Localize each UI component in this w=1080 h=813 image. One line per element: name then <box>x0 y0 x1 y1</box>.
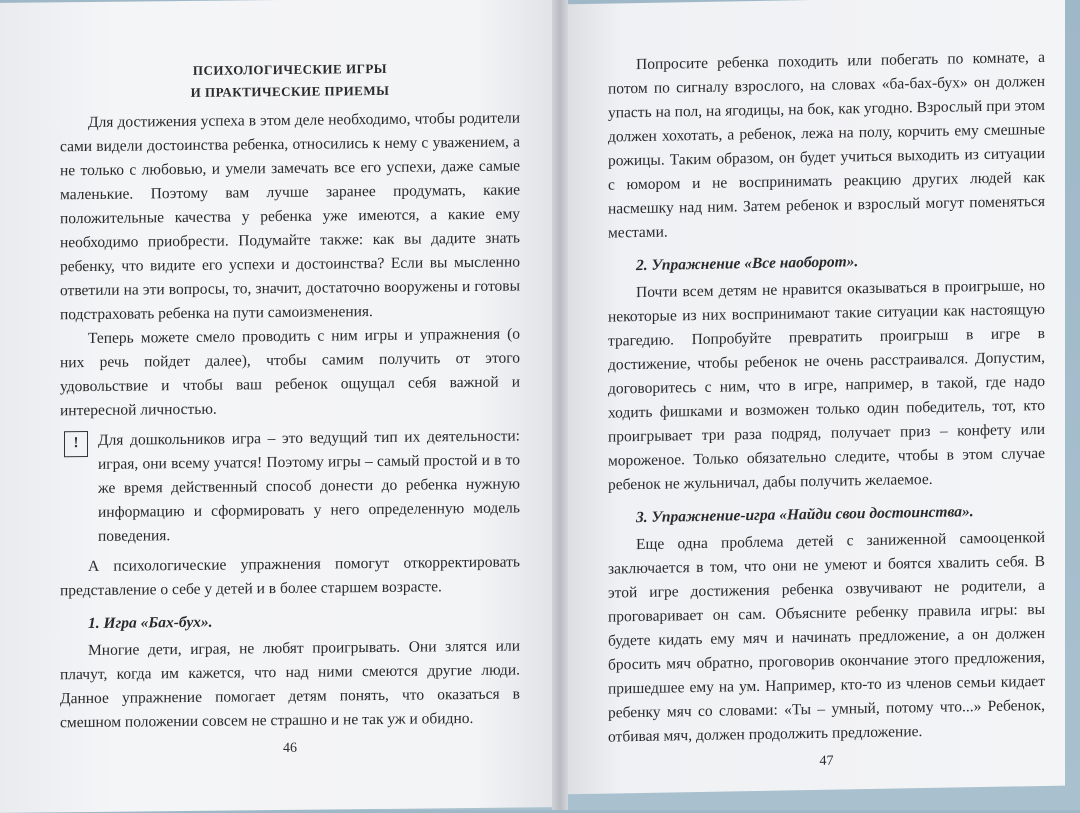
right-paragraph-1: Попросите ребенка походить или побегать по комнате, а потом по сигналу взрослого, на словах «ба-бах-бух» он должен упасть на пол, на ягодицы, на бок, как угодно. Взрослый при этом должен хохотать, а ребенок, лежа на полу, корчить ему смешные рожицы. Таким образом, он будет учиться выходить из ситуации с юмором и не воспринимать реакцию других людей как насмешку над ним. Затем ребенок и взрослый могут поменяться местами. <box>608 48 1045 242</box>
page-number-right: 47 <box>819 753 834 769</box>
chapter-header-line1: ПСИХОЛОГИЧЕСКИЕ ИГРЫ <box>192 60 388 78</box>
left-paragraph-1: Для достижения успеха в этом деле необходимо, чтобы родители сами видели достоинства ребенка, относились к нему с уважением, а не только с любовью, и умели замечать все его успехи, даже самые маленькие. Поэтому вам лучше заранее продумать, какие положительные качества у ребенка уже имеются, а какие ему необходимо приобрести. Подумайте также: как вы дадите знать ребенку, что видите его успехи и достоинства? Если вы мысленно ответили на эти вопросы, то, значит, достаточно вооружены и готовы подстраховать ребенка на пути самоизменения. <box>60 109 520 324</box>
section-heading-2: 2. Упражнение «Все наоборот». <box>636 253 859 275</box>
chapter-header <box>60 56 520 105</box>
right-paragraph-2: Почти всем детям не нравится оказываться в проигрыше, но некоторые из них воспринимают такие ситуации как настоящую трагедию. Попробуйте превратить проигрыш в игре в достижение, чтобы ребенок не очень расстраивался. Допустим, договоритесь с ним, что в игре, например, в такой, где надо ходить фишками и возможен только один победитель, тот, кто проигрывает три раза подряд, получает приз – конфету или мороженое. Только обязательно следите, чтобы в этом случае ребенок не жульничал, дабы получить желаемое. <box>608 276 1045 494</box>
section-heading-1: 1. Игра «Бах-бух». <box>88 613 213 633</box>
note-block <box>60 424 520 549</box>
chapter-header-line2: И ПРАКТИЧЕСКИЕ ПРИЕМЫ <box>190 82 390 100</box>
book-gutter <box>552 0 568 810</box>
exclamation-icon: ! <box>64 431 88 457</box>
left-paragraph-2: Теперь можете смело проводить с ним игры и упражнения (о них речь пойдет далее), чтобы самим получить от этого удовольствие и чтобы ваш ребенок ощущал себя важной и интересной личностью. <box>60 325 520 420</box>
right-page <box>560 0 1065 794</box>
left-paragraph-4: Многие дети, играя, не любят проигрывать. Они злятся или плачут, когда им кажется, что над ними смеются другие люди. Данное упражнение помогает детям понять, что оказаться в смешном положении совсем не страшно и не так уж и обидно. <box>60 637 520 732</box>
note-text: Для дошкольников игра – это ведущий тип их деятельности: играя, они всему учатся! Поэтому игры – самый простой и в то же время действенный способ донести до ребенка нужную информацию и сформировать у него определенную модель поведения. <box>98 427 520 545</box>
section-heading-3: 3. Упражнение-игра «Найди свои достоинства». <box>636 503 974 527</box>
right-paragraph-3: Еще одна проблема детей с заниженной самооценкой заключается в том, что они не умеют и боятся хвалить себя. В этой игре достижения ребенка озвучивают не родители, а проговаривает он сам. Объясните ребенку правила игры: вы будете кидать ему мяч и начинать предложение, а он должен бросить мяч обратно, проговорив окончание этого предложения, пришедшее ему на ум. Например, кто-то из членов семьи кидает ребенку мяч со словами: «Ты – умный, потому что...» Ребенок, отбивая мяч, должен продолжить предложение. <box>608 528 1045 746</box>
left-paragraph-3: А психологические упражнения помогут откорректировать представление о себе у детей и в более старшем возрасте. <box>60 553 520 600</box>
page-number-left: 46 <box>283 740 297 756</box>
